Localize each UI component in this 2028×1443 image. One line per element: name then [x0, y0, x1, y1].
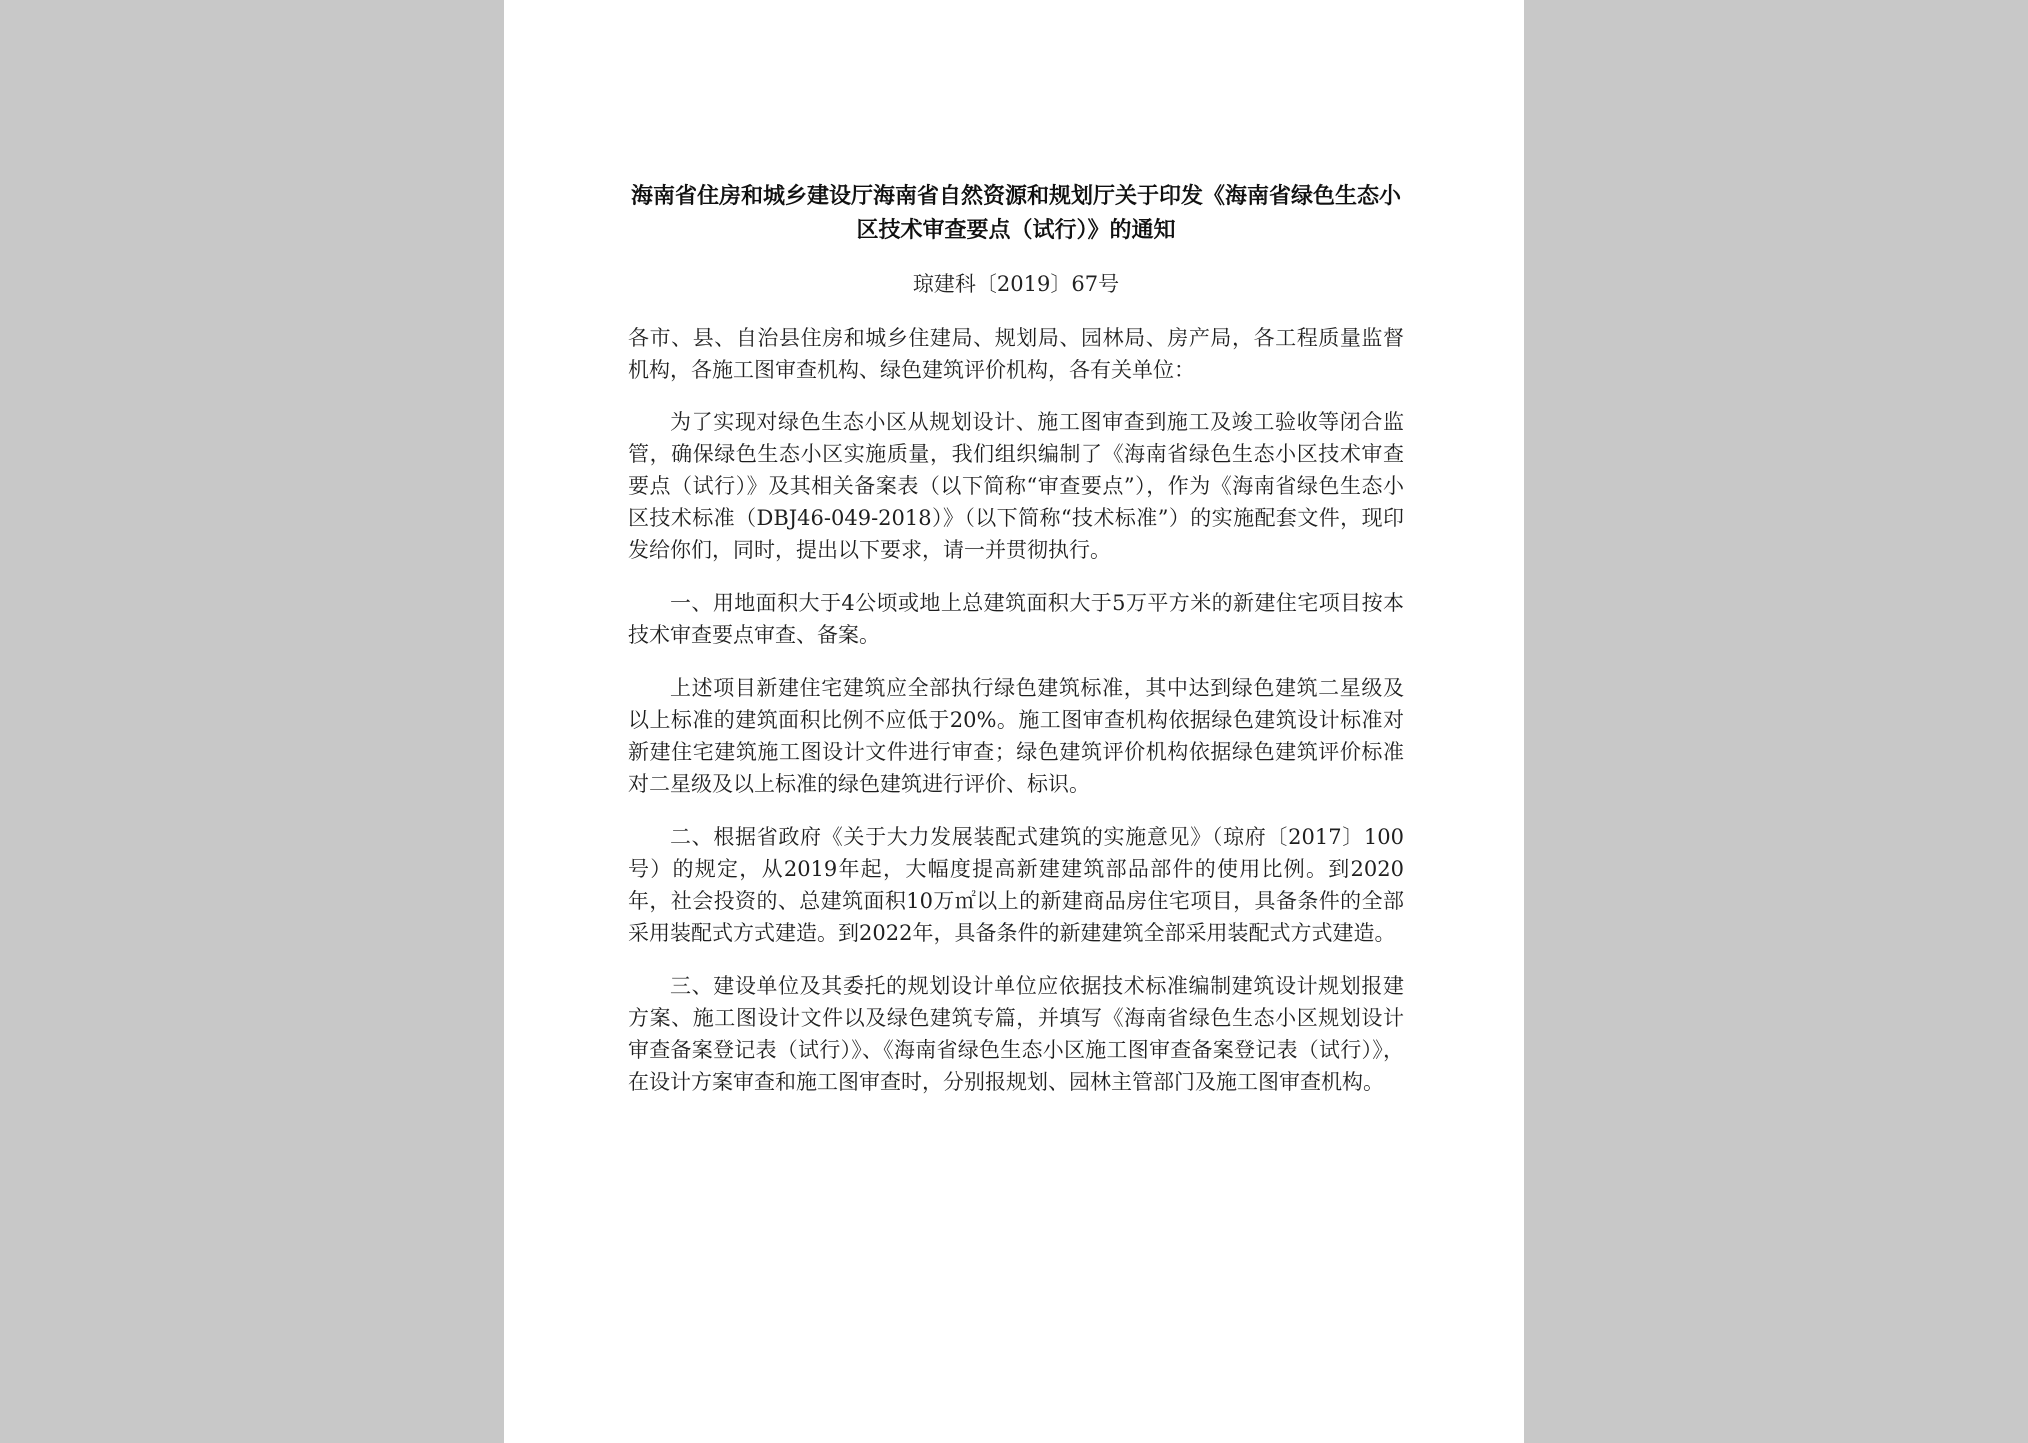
- document-body: [628, 180, 1404, 1119]
- document-title: 海南省住房和城乡建设厅海南省自然资源和规划厅关于印发《海南省绿色生态小区技术审查要点（试行）》的通知: [630, 184, 1401, 243]
- addressee: 各市、县、自治县住房和城乡住建局、规划局、园林局、房产局，各工程质量监督机构，各施工图审查机构、绿色建筑评价机构，各有关单位：: [628, 326, 1404, 382]
- paragraph-1-detail: 上述项目新建住宅建筑应全部执行绿色建筑标准，其中达到绿色建筑二星级及以上标准的建筑面积比例不应低于20%。施工图审查机构依据绿色建筑设计标准对新建住宅建筑施工图设计文件进行审查；绿色建筑评价机构依据绿色建筑评价标准对二星级及以上标准的绿色建筑进行评价、标识。: [628, 676, 1404, 796]
- paragraph-3: 三、建设单位及其委托的规划设计单位应依据技术标准编制建筑设计规划报建方案、施工图设计文件以及绿色建筑专篇，并填写《海南省绿色生态小区规划设计审查备案登记表（试行）》、《海南省绿色生态小区施工图审查备案登记表（试行）》，在设计方案审查和施工图审查时，分别报规划、园林主管部门及施工图审查机构。: [628, 974, 1404, 1094]
- paragraph-intro: 为了实现对绿色生态小区从规划设计、施工图审查到施工及竣工验收等闭合监管，确保绿色生态小区实施质量，我们组织编制了《海南省绿色生态小区技术审查要点（试行）》及其相关备案表（以下简称“审查要点”），作为《海南省绿色生态小区技术标准（DBJ46-049-2018）》（以下简称“技术标准”）的实施配套文件，现印发给你们，同时，提出以下要求，请一并贯彻执行。: [628, 410, 1404, 562]
- document-page: [504, 0, 1524, 1443]
- document-number: 琼建科〔2019〕67号: [912, 272, 1120, 296]
- paragraph-2: 二、根据省政府《关于大力发展装配式建筑的实施意见》（琼府〔2017〕100号）的规定，从2019年起，大幅度提高新建建筑部品部件的使用比例。到2020年，社会投资的、总建筑面积10万㎡以上的新建商品房住宅项目，具备条件的全部采用装配式方式建造。到2022年，具备条件的新建建筑全部采用装配式方式建造。: [628, 825, 1404, 945]
- paragraph-1: 一、用地面积大于4公顷或地上总建筑面积大于5万平方米的新建住宅项目按本技术审查要点审查、备案。: [628, 591, 1404, 647]
